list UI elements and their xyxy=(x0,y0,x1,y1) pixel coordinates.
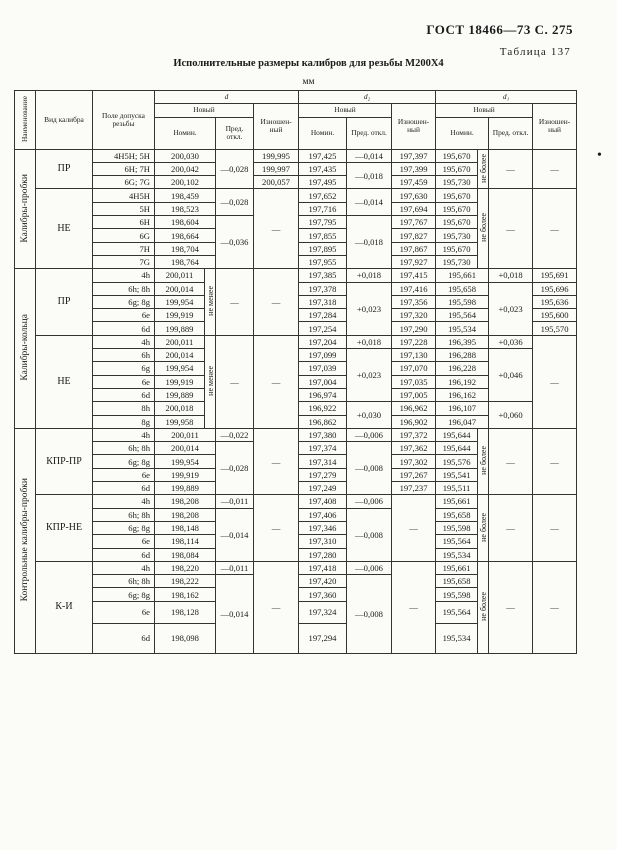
value-cell: 197,767 xyxy=(392,216,436,229)
group-ring-gauges: Калибры-кольца xyxy=(15,269,36,429)
dash-cell: — xyxy=(392,495,436,561)
value-cell: 197,380 xyxy=(299,428,347,441)
value-cell: 196,922 xyxy=(299,402,347,415)
value-cell: 197,385 xyxy=(299,269,347,282)
value-cell: 199,919 xyxy=(155,309,205,322)
value-cell: —0,028 xyxy=(216,189,254,216)
header-pred: Пред. откл. xyxy=(216,117,254,149)
value-cell: 197,399 xyxy=(392,162,436,175)
value-cell: —0,008 xyxy=(347,575,392,654)
value-cell: 197,378 xyxy=(299,282,347,295)
ne-bolee-cell: не более xyxy=(478,495,489,561)
table-number: Таблица 137 xyxy=(499,46,571,58)
dash-cell: — xyxy=(254,495,299,561)
value-cell: 198,704 xyxy=(155,242,216,255)
value-cell: 200,030 xyxy=(155,149,216,162)
value-cell: 195,661 xyxy=(436,495,478,508)
field-cell: 8g xyxy=(93,415,155,428)
field-cell: 6d xyxy=(93,482,155,495)
field-cell: 6h; 8h xyxy=(93,442,155,455)
value-cell: 199,889 xyxy=(155,482,216,495)
value-cell: +0,023 xyxy=(489,282,533,335)
field-cell: 4h xyxy=(93,561,155,574)
value-cell: 197,004 xyxy=(299,375,347,388)
dash-cell: — xyxy=(533,428,577,494)
value-cell: +0,023 xyxy=(347,282,392,335)
field-cell: 6h; 8h xyxy=(93,282,155,295)
header-d1: d₁ xyxy=(436,91,577,104)
header-new: Новый xyxy=(436,104,533,117)
kind-cell: ПР xyxy=(36,149,93,189)
value-cell: 197,290 xyxy=(392,322,436,335)
field-cell: 6e xyxy=(93,375,155,388)
header-d: d xyxy=(155,91,299,104)
value-cell: 197,314 xyxy=(299,455,347,468)
value-cell: 200,057 xyxy=(254,176,299,189)
value-cell: —0,022 xyxy=(216,428,254,441)
group-plug-gauges: Калибры-пробки xyxy=(15,149,36,269)
field-cell: 6H xyxy=(93,216,155,229)
ne-bolee-cell: не более xyxy=(478,428,489,494)
field-cell: 6e xyxy=(93,309,155,322)
header-name: Наименование xyxy=(15,91,36,150)
kind-cell: НЕ xyxy=(36,335,93,428)
dash-cell: — xyxy=(254,428,299,494)
value-cell: 198,764 xyxy=(155,255,216,268)
table-row xyxy=(15,561,577,574)
value-cell: 197,827 xyxy=(392,229,436,242)
value-cell: 198,220 xyxy=(155,561,216,574)
value-cell: 200,014 xyxy=(155,442,216,455)
value-cell: 195,730 xyxy=(436,176,478,189)
value-cell: —0,028 xyxy=(216,149,254,189)
value-cell: 197,237 xyxy=(392,482,436,495)
value-cell: 197,694 xyxy=(392,202,436,215)
value-cell: 195,644 xyxy=(436,428,478,441)
value-cell: —0,014 xyxy=(216,575,254,654)
value-cell: 197,795 xyxy=(299,216,347,229)
value-cell: 200,014 xyxy=(155,282,205,295)
value-cell: —0,006 xyxy=(347,561,392,574)
kind-cell: К-И xyxy=(36,561,93,653)
value-cell: 200,011 xyxy=(155,335,205,348)
field-cell: 7G xyxy=(93,255,155,268)
value-cell: —0,008 xyxy=(347,442,392,495)
header-nom: Номин. xyxy=(436,117,489,149)
value-cell: —0,006 xyxy=(347,428,392,441)
value-cell: 198,459 xyxy=(155,189,216,202)
value-cell: 197,372 xyxy=(392,428,436,441)
field-cell: 4H5H xyxy=(93,189,155,202)
header-pred: Пред. откл. xyxy=(347,117,392,149)
value-cell: 197,324 xyxy=(299,601,347,623)
value-cell: 200,102 xyxy=(155,176,216,189)
value-cell: 198,523 xyxy=(155,202,216,215)
value-cell: 198,208 xyxy=(155,508,216,521)
table-row xyxy=(15,269,577,282)
value-cell: —0,036 xyxy=(216,216,254,269)
field-cell: 6g; 8g xyxy=(93,455,155,468)
value-cell: —0,018 xyxy=(347,216,392,269)
field-cell: 7H xyxy=(93,242,155,255)
value-cell: 197,855 xyxy=(299,229,347,242)
value-cell: 197,416 xyxy=(392,282,436,295)
value-cell: 195,598 xyxy=(436,588,478,601)
value-cell: 196,162 xyxy=(436,388,489,401)
header-nom: Номин. xyxy=(155,117,216,149)
value-cell: 195,670 xyxy=(436,216,478,229)
value-cell: 196,902 xyxy=(392,415,436,428)
header-worn: Изношен-ный xyxy=(533,104,577,149)
field-cell: 4h xyxy=(93,495,155,508)
header-pred: Пред. откл. xyxy=(489,117,533,149)
field-cell: 6e xyxy=(93,601,155,623)
value-cell: —0,006 xyxy=(347,495,392,508)
value-cell: 197,955 xyxy=(299,255,347,268)
value-cell: 195,534 xyxy=(436,322,489,335)
dash-cell: — xyxy=(489,495,533,561)
value-cell: 195,670 xyxy=(436,162,478,175)
value-cell: 197,356 xyxy=(392,295,436,308)
kind-cell: КПР-ПР xyxy=(36,428,93,494)
value-cell: 197,254 xyxy=(299,322,347,335)
value-cell: 197,415 xyxy=(392,269,436,282)
header-d2: d₂ xyxy=(299,91,436,104)
header-new: Новый xyxy=(299,104,392,117)
dash-cell: — xyxy=(489,561,533,653)
value-cell: 199,919 xyxy=(155,375,205,388)
field-cell: 6G xyxy=(93,229,155,242)
gauge-dimensions-table xyxy=(14,90,577,654)
value-cell: 197,279 xyxy=(299,468,347,481)
ne-menee-cell: не менее xyxy=(205,269,216,335)
field-cell: 4h xyxy=(93,269,155,282)
value-cell: 197,039 xyxy=(299,362,347,375)
group-control-plug-gauges: Контрольные калибры-пробки xyxy=(15,428,36,653)
value-cell: —0,014 xyxy=(216,508,254,561)
value-cell: 200,014 xyxy=(155,349,205,362)
dash-cell: — xyxy=(533,561,577,653)
value-cell: 197,280 xyxy=(299,548,347,561)
value-cell: 199,954 xyxy=(155,295,205,308)
value-cell: 196,228 xyxy=(436,362,489,375)
value-cell: 198,148 xyxy=(155,521,216,534)
value-cell: 195,570 xyxy=(533,322,577,335)
value-cell: 195,644 xyxy=(436,442,478,455)
value-cell: 195,670 xyxy=(436,189,478,202)
table-row xyxy=(15,335,577,348)
value-cell: 199,919 xyxy=(155,468,216,481)
value-cell: 200,042 xyxy=(155,162,216,175)
value-cell: 195,534 xyxy=(436,623,478,653)
dash-cell: — xyxy=(533,495,577,561)
value-cell: 197,249 xyxy=(299,482,347,495)
value-cell: 200,011 xyxy=(155,269,205,282)
dash-cell: — xyxy=(216,335,254,428)
ne-menee-cell: не менее xyxy=(205,335,216,428)
value-cell: 195,661 xyxy=(436,561,478,574)
value-cell: 198,208 xyxy=(155,495,216,508)
dash-cell: — xyxy=(533,149,577,189)
value-cell: +0,030 xyxy=(347,402,392,429)
value-cell: 197,716 xyxy=(299,202,347,215)
value-cell: 195,541 xyxy=(436,468,478,481)
value-cell: 197,362 xyxy=(392,442,436,455)
value-cell: 195,730 xyxy=(436,255,478,268)
value-cell: 196,192 xyxy=(436,375,489,388)
value-cell: 196,862 xyxy=(299,415,347,428)
value-cell: 197,408 xyxy=(299,495,347,508)
dash-cell: — xyxy=(489,189,533,269)
value-cell: +0,023 xyxy=(347,349,392,402)
ne-bolee-cell: не более xyxy=(478,561,489,653)
value-cell: 197,459 xyxy=(392,176,436,189)
margin-dot: • xyxy=(597,148,602,163)
value-cell: 195,598 xyxy=(436,521,478,534)
value-cell: 197,284 xyxy=(299,309,347,322)
value-cell: 197,099 xyxy=(299,349,347,362)
value-cell: +0,046 xyxy=(489,349,533,402)
page-header: ГОСТ 18466—73 С. 275 xyxy=(426,22,573,37)
table-row xyxy=(15,428,577,441)
field-cell: 6G; 7G xyxy=(93,176,155,189)
value-cell: 195,564 xyxy=(436,601,478,623)
field-cell: 6g; 8g xyxy=(93,521,155,534)
value-cell: —0,008 xyxy=(347,508,392,561)
value-cell: 198,128 xyxy=(155,601,216,623)
field-cell: 6g xyxy=(93,362,155,375)
field-cell: 6g; 8g xyxy=(93,588,155,601)
header-worn: Изношен-ный xyxy=(392,104,436,149)
value-cell: +0,018 xyxy=(347,269,392,282)
field-cell: 6h; 8h xyxy=(93,575,155,588)
value-cell: 197,630 xyxy=(392,189,436,202)
header-worn: Изношен-ный xyxy=(254,104,299,149)
field-cell: 6d xyxy=(93,623,155,653)
value-cell: 195,658 xyxy=(436,508,478,521)
field-cell: 6e xyxy=(93,535,155,548)
value-cell: 197,005 xyxy=(392,388,436,401)
value-cell: 197,397 xyxy=(392,149,436,162)
dash-cell: — xyxy=(216,269,254,335)
header-kind: Вид калибра xyxy=(36,91,93,150)
value-cell: 197,228 xyxy=(392,335,436,348)
ne-bolee-cell: не более xyxy=(478,189,489,269)
value-cell: 195,696 xyxy=(533,282,577,295)
value-cell: 197,652 xyxy=(299,189,347,202)
field-cell: 6d xyxy=(93,548,155,561)
value-cell: 198,604 xyxy=(155,216,216,229)
value-cell: 197,302 xyxy=(392,455,436,468)
value-cell: 197,420 xyxy=(299,575,347,588)
value-cell: 195,511 xyxy=(436,482,478,495)
dash-cell: — xyxy=(533,335,577,428)
dash-cell: — xyxy=(489,149,533,189)
value-cell: —0,014 xyxy=(347,189,392,216)
dash-cell: — xyxy=(254,189,299,269)
value-cell: —0,018 xyxy=(347,162,392,189)
value-cell: 196,962 xyxy=(392,402,436,415)
kind-cell: КПР-НЕ xyxy=(36,495,93,561)
dash-cell: — xyxy=(254,335,299,428)
table-row xyxy=(15,189,577,202)
value-cell: 197,425 xyxy=(299,149,347,162)
field-cell: 6H; 7H xyxy=(93,162,155,175)
value-cell: 197,320 xyxy=(392,309,436,322)
value-cell: 197,070 xyxy=(392,362,436,375)
field-cell: 6g; 8g xyxy=(93,295,155,308)
value-cell: 195,564 xyxy=(436,535,478,548)
value-cell: 199,995 xyxy=(254,149,299,162)
unit-label: мм xyxy=(302,77,315,87)
header-new: Новый xyxy=(155,104,254,117)
value-cell: 197,204 xyxy=(299,335,347,348)
value-cell: 199,889 xyxy=(155,322,205,335)
value-cell: 198,222 xyxy=(155,575,216,588)
value-cell: 195,670 xyxy=(436,242,478,255)
value-cell: 195,600 xyxy=(533,309,577,322)
value-cell: 196,974 xyxy=(299,388,347,401)
value-cell: 197,267 xyxy=(392,468,436,481)
field-cell: 6d xyxy=(93,388,155,401)
value-cell: 198,114 xyxy=(155,535,216,548)
value-cell: 197,406 xyxy=(299,508,347,521)
value-cell: —0,028 xyxy=(216,442,254,495)
value-cell: 197,318 xyxy=(299,295,347,308)
value-cell: 195,691 xyxy=(533,269,577,282)
value-cell: 195,670 xyxy=(436,149,478,162)
value-cell: 197,435 xyxy=(299,162,347,175)
value-cell: +0,018 xyxy=(489,269,533,282)
field-cell: 4h xyxy=(93,428,155,441)
value-cell: 200,011 xyxy=(155,428,216,441)
value-cell: 197,374 xyxy=(299,442,347,455)
value-cell: +0,036 xyxy=(489,335,533,348)
field-cell: 6h xyxy=(93,349,155,362)
value-cell: 196,395 xyxy=(436,335,489,348)
value-cell: 197,310 xyxy=(299,535,347,548)
field-cell: 6h; 8h xyxy=(93,508,155,521)
value-cell: 199,889 xyxy=(155,388,205,401)
value-cell: 198,084 xyxy=(155,548,216,561)
field-cell: 4h xyxy=(93,335,155,348)
value-cell: 199,958 xyxy=(155,415,205,428)
value-cell: 195,576 xyxy=(436,455,478,468)
field-cell: 4H5H; 5H xyxy=(93,149,155,162)
header-nom: Номин. xyxy=(299,117,347,149)
value-cell: 199,954 xyxy=(155,362,205,375)
value-cell: 197,346 xyxy=(299,521,347,534)
value-cell: 196,288 xyxy=(436,349,489,362)
table-title: Исполнительные размеры калибров для резьбы М200Х4 xyxy=(173,58,444,69)
value-cell: 195,670 xyxy=(436,202,478,215)
value-cell: 196,047 xyxy=(436,415,489,428)
value-cell: 198,098 xyxy=(155,623,216,653)
value-cell: 198,664 xyxy=(155,229,216,242)
value-cell: 197,035 xyxy=(392,375,436,388)
table-row xyxy=(15,149,577,162)
value-cell: 197,130 xyxy=(392,349,436,362)
value-cell: 197,294 xyxy=(299,623,347,653)
value-cell: 195,658 xyxy=(436,575,478,588)
value-cell: 195,598 xyxy=(436,295,489,308)
value-cell: 195,730 xyxy=(436,229,478,242)
value-cell: 199,997 xyxy=(254,162,299,175)
header-field: Поле допуска резьбы xyxy=(93,91,155,150)
value-cell: —0,014 xyxy=(347,149,392,162)
kind-cell: ПР xyxy=(36,269,93,335)
field-cell: 8h xyxy=(93,402,155,415)
value-cell: 197,360 xyxy=(299,588,347,601)
value-cell: 196,107 xyxy=(436,402,489,415)
value-cell: 197,495 xyxy=(299,176,347,189)
value-cell: +0,060 xyxy=(489,402,533,429)
field-cell: 6d xyxy=(93,322,155,335)
kind-cell: НЕ xyxy=(36,189,93,269)
table-row xyxy=(15,495,577,508)
value-cell: 197,418 xyxy=(299,561,347,574)
ne-bolee-cell: не более xyxy=(478,149,489,189)
value-cell: 195,534 xyxy=(436,548,478,561)
field-cell: 6e xyxy=(93,468,155,481)
value-cell: 199,954 xyxy=(155,455,216,468)
value-cell: 195,636 xyxy=(533,295,577,308)
value-cell: —0,011 xyxy=(216,495,254,508)
value-cell: —0,011 xyxy=(216,561,254,574)
dash-cell: — xyxy=(489,428,533,494)
field-cell: 5H xyxy=(93,202,155,215)
value-cell: +0,018 xyxy=(347,335,392,348)
dash-cell: — xyxy=(392,561,436,653)
value-cell: 195,658 xyxy=(436,282,489,295)
value-cell: 200,018 xyxy=(155,402,205,415)
value-cell: 198,162 xyxy=(155,588,216,601)
dash-cell: — xyxy=(254,561,299,653)
value-cell: 195,661 xyxy=(436,269,489,282)
value-cell: 197,867 xyxy=(392,242,436,255)
value-cell: 197,895 xyxy=(299,242,347,255)
value-cell: 195,564 xyxy=(436,309,489,322)
value-cell: 197,927 xyxy=(392,255,436,268)
dash-cell: — xyxy=(533,189,577,269)
dash-cell: — xyxy=(254,269,299,335)
